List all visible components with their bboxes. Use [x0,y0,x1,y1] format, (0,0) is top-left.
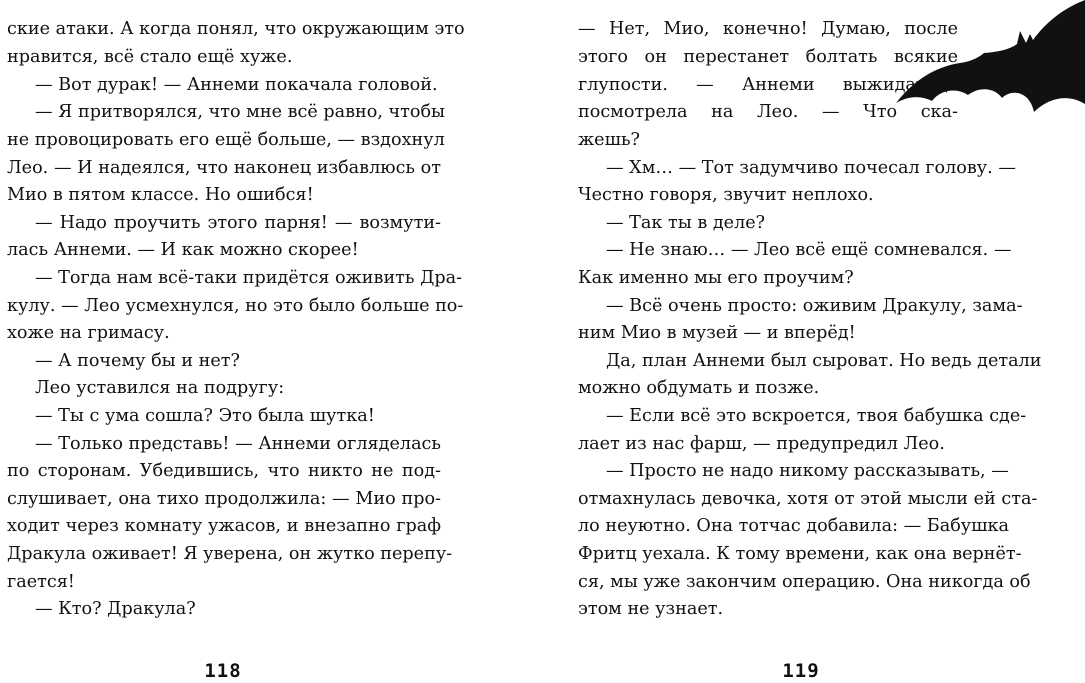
left-text-line: хоже на гримасу. [7,323,170,343]
right-text-line: Фритц уехала. К тому времени, как она вернёт- [578,544,1022,564]
left-text-line: — Только представь! — Аннеми огляделась [35,434,441,454]
right-text-line: ним Мио в музей — и вперёд! [578,323,856,343]
page-number-right: 119 [782,660,820,682]
right-text-line: — Так ты в деле? [606,213,766,233]
right-text-line: — Нет, Мио, конечно! Думаю, после [578,19,958,39]
right-text-line: лает из нас фарш, — предупредил Лео. [578,434,945,454]
left-text-line: Лео уставился на подругу: [35,378,285,398]
left-page [0,0,542,681]
right-text-line: этого он перестанет болтать всякие [578,47,958,67]
right-text-line: Да, план Аннеми был сыроват. Но ведь детали [606,351,1042,371]
left-text-line: ходит через комнату ужасов, и внезапно граф [7,516,441,536]
left-text-line: — Кто? Дракула? [35,599,196,619]
right-text-line: — Хм… — Тот задумчиво почесал голову. — [606,158,1016,178]
left-text-line: лась Аннеми. — И как можно скорее! [7,240,359,260]
right-text-line: Честно говоря, звучит неплохо. [578,185,874,205]
left-text-line: нравится, всё стало ещё хуже. [7,47,293,67]
left-text-line: Мио в пятом классе. Но ошибся! [7,185,314,205]
right-page [542,0,1085,681]
right-text-line: — Если всё это вскроется, твоя бабушка сде- [606,406,1027,426]
left-text-line: Лео. — И надеялся, что наконец избавлюсь от [7,158,441,178]
left-text-line: — Тогда нам всё-таки придётся оживить Дра- [35,268,463,288]
left-text-line: гается! [7,572,75,592]
left-text-line: не провоцировать его ещё больше, — вздохнул [7,130,445,150]
right-text-line: посмотрела на Лео. — Что ска- [578,102,958,122]
left-text-line: — Надо проучить этого парня! — возмути- [35,213,441,233]
left-text-line: по сторонам. Убедившись, что никто не под- [7,461,441,481]
right-text-line: Как именно мы его проучим? [578,268,854,288]
right-text-line: — Не знаю… — Лео всё ещё сомневался. — [606,240,1012,260]
right-text-line: этом не узнает. [578,599,724,619]
page-number-left: 118 [204,660,242,682]
right-text-line: можно обдумать и позже. [578,378,820,398]
right-text-line: жешь? [578,130,640,150]
left-text-line: кулу. — Лео усмехнулся, но это было больше по- [7,296,464,316]
left-text-line: слушивает, она тихо продолжила: — Мио про- [7,489,441,509]
left-text-line: — Вот дурак! — Аннеми покачала головой. [35,75,438,95]
left-text-line: ские атаки. А когда понял, что окружающим это [7,19,465,39]
right-text-line: отмахнулась девочка, хотя от этой мысли ей ста- [578,489,1038,509]
left-text-line: Дракула оживает! Я уверена, он жутко перепу- [7,544,453,564]
left-text-line: — Я притворялся, что мне всё равно, чтобы [35,102,446,122]
right-text-line: ло неуютно. Она тотчас добавила: — Бабушка [578,516,1009,536]
left-text-line: — А почему бы и нет? [35,351,240,371]
right-text-line: ся, мы уже закончим операцию. Она никогда об [578,572,1031,592]
right-text-line: — Всё очень просто: оживим Дракулу, зама- [606,296,1023,316]
right-text-line: глупости. — Аннеми выжидающе [578,75,958,95]
left-text-line: — Ты с ума сошла? Это была шутка! [35,406,375,426]
right-text-line: — Просто не надо никому рассказывать, — [606,461,1009,481]
